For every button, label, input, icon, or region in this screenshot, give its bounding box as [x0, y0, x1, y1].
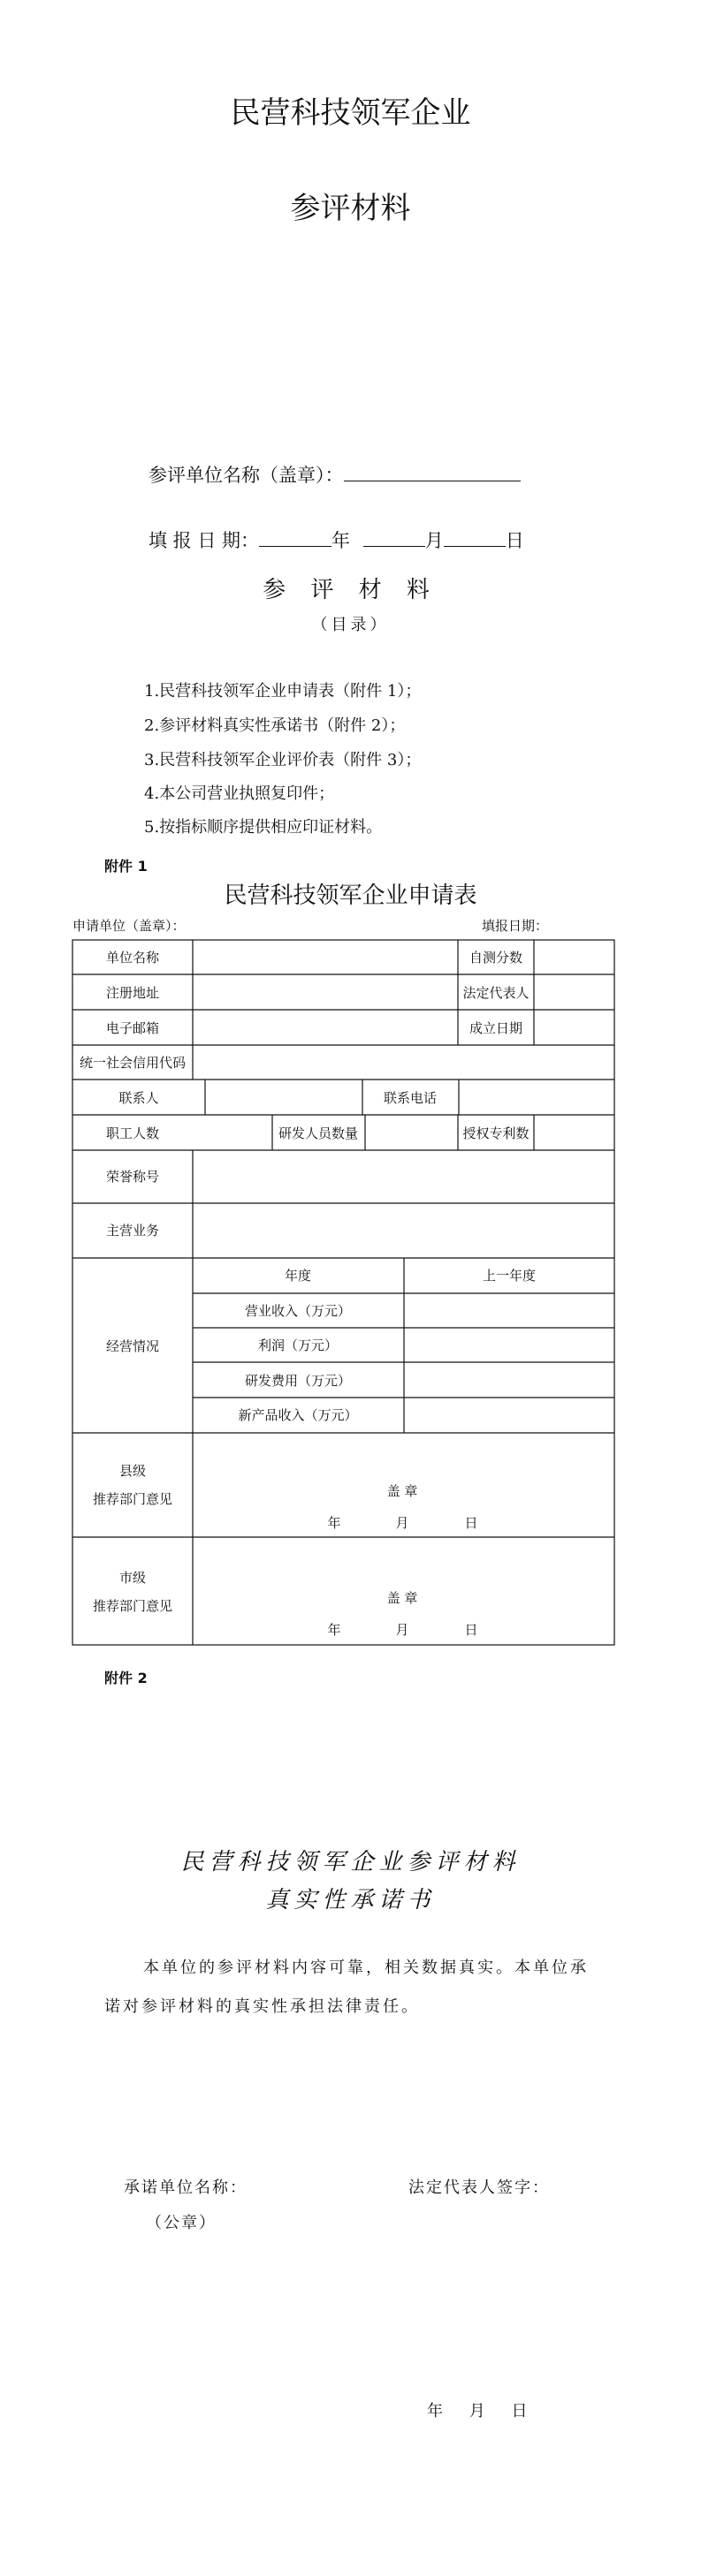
cell-rd-staff: 研发人员数量 — [278, 1125, 359, 1141]
day-label: 日 — [505, 530, 524, 551]
toc-item: 4.本公司营业执照复印件； — [144, 784, 335, 803]
city-month: 月 — [395, 1622, 409, 1638]
cell-operation: 经营情况 — [105, 1338, 160, 1354]
cell-founded: 成立日期 — [469, 1020, 523, 1036]
city-seal: 盖 章 — [386, 1590, 418, 1606]
cell-county-line1: 县级 — [118, 1463, 147, 1479]
form-fill-date-label: 填报日期： — [482, 918, 549, 934]
cell-patents: 授权专利数 — [462, 1125, 530, 1141]
city-day: 日 — [464, 1622, 478, 1638]
cell-contact: 联系人 — [118, 1090, 159, 1106]
form-title: 民营科技领军企业申请表 — [224, 883, 477, 909]
cell-legal-rep: 法定代表人 — [462, 985, 530, 1001]
cover-title-line2: 参评材料 — [290, 191, 411, 226]
fill-date-label: 填 报 日 期： — [149, 530, 260, 551]
cell-staff: 职工人数 — [105, 1125, 160, 1141]
county-year: 年 — [327, 1515, 341, 1531]
cell-unit-name: 单位名称 — [105, 950, 160, 966]
toc-item: 2.参评材料真实性承诺书（附件 2）； — [144, 716, 406, 735]
county-month: 月 — [395, 1515, 409, 1531]
cell-address: 注册地址 — [105, 985, 160, 1001]
pledge-date: 年 月 日 — [427, 2402, 530, 2421]
cell-city-line2: 推荐部门意见 — [92, 1598, 173, 1614]
attachment-1-label: 附件 1 — [104, 858, 148, 875]
cell-honors: 荣誉称号 — [105, 1169, 160, 1185]
cell-city-line1: 市级 — [118, 1570, 147, 1586]
county-day: 日 — [464, 1515, 478, 1531]
county-seal: 盖 章 — [386, 1483, 418, 1499]
table-grid — [72, 940, 614, 1645]
cell-business: 主营业务 — [105, 1223, 160, 1239]
cell-county-line2: 推荐部门意见 — [92, 1491, 173, 1507]
cell-last-year: 上一年度 — [482, 1268, 537, 1284]
toc-item: 1.民营科技领军企业申请表（附件 1）； — [144, 682, 422, 701]
toc-subtitle: （目录） — [311, 616, 390, 634]
pledge-title-line2: 真实性承诺书 — [265, 1887, 436, 1913]
pledge-seal-label: （公章） — [146, 2214, 217, 2232]
month-label: 月 — [424, 530, 444, 551]
toc-title: 参 评 材 料 — [263, 577, 438, 603]
cell-phone: 联系电话 — [383, 1090, 438, 1106]
cell-year-col: 年度 — [284, 1268, 312, 1284]
attachment-2-label: 附件 2 — [104, 1670, 148, 1686]
cover-title-line1: 民营科技领军企业 — [230, 95, 471, 131]
cell-revenue: 营业收入（万元） — [244, 1303, 352, 1319]
pledge-title-line1: 民营科技领军企业参评材料 — [180, 1849, 521, 1875]
year-label: 年 — [331, 530, 351, 551]
unit-name-label: 参评单位名称（盖章）： — [149, 465, 344, 486]
cell-rd-cost: 研发费用（万元） — [244, 1373, 352, 1389]
cell-credit-code: 统一社会信用代码 — [79, 1055, 187, 1071]
cell-email: 电子邮箱 — [105, 1020, 160, 1036]
cell-self-score: 自测分数 — [469, 950, 523, 966]
pledge-unit-label: 承诺单位名称： — [124, 2178, 248, 2197]
pledge-body: 本单位的参评材料内容可靠，相关数据真实。本单位承诺对参评材料的真实性承担法律责任。 — [104, 1959, 589, 2016]
applicant-label: 申请单位（盖章）： — [72, 918, 186, 934]
toc-item: 5.按指标顺序提供相应印证材料。 — [144, 818, 383, 837]
city-year: 年 — [327, 1622, 341, 1638]
cell-new-product: 新产品收入（万元） — [238, 1407, 358, 1423]
toc-item: 3.民营科技领军企业评价表（附件 3）； — [144, 751, 422, 769]
pledge-rep-label: 法定代表人签字： — [408, 2178, 550, 2197]
cell-profit: 利润（万元） — [257, 1337, 339, 1353]
